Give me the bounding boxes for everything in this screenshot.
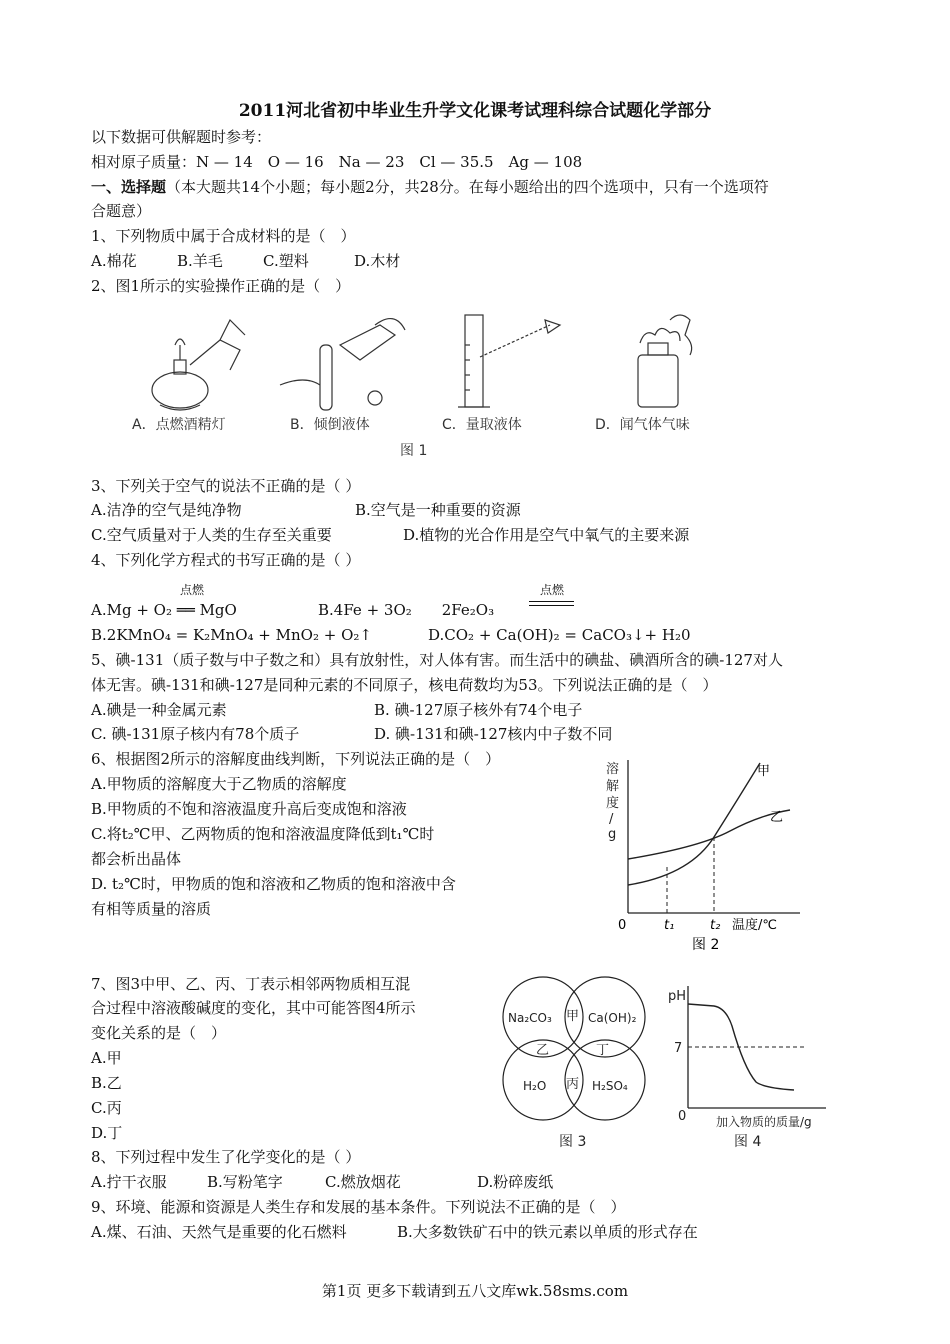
label-caoh2: Ca(OH)₂: [588, 1011, 637, 1025]
q6-option-a: A.甲物质的溶解度大于乙物质的溶解度: [91, 775, 347, 793]
q4-option-c: B.2KMnO₄ = K₂MnO₄ + MnO₂ + O₂↑: [91, 626, 372, 644]
q4-option-d: D.CO₂ + Ca(OH)₂ = CaCO₃↓+ H₂0: [428, 626, 691, 644]
q4-condition-b: 点燃: [540, 583, 565, 597]
q6-option-b: B.甲物质的不饱和溶液温度升高后变成饱和溶液: [91, 800, 407, 818]
label-ding-region: 丁: [596, 1043, 610, 1058]
label-na2co3: Na₂CO₃: [508, 1011, 552, 1025]
figure-1: [120, 305, 740, 465]
label-h2o: H₂O: [523, 1079, 547, 1093]
q3-option-c: C.空气质量对于人类的生存至关重要: [91, 526, 332, 544]
intro-text: 以下数据可供解题时参考：: [91, 128, 272, 146]
q2-stem: 2、图1所示的实验操作正确的是（ ）: [91, 277, 351, 295]
label-bing-region: 丙: [566, 1077, 580, 1092]
q5-option-a: A.碘是一种金属元素: [91, 701, 227, 719]
curve-jia: [628, 763, 760, 885]
q7-option-d: D.丁: [91, 1124, 123, 1142]
figure-4-ph-chart: [664, 978, 834, 1152]
q6-option-d-cont: 有相等质量的溶质: [91, 900, 212, 918]
q8-option-a: A.拧干衣服: [91, 1173, 167, 1191]
label-jia: 甲: [757, 764, 771, 779]
fig1-caption: 图 1: [400, 443, 428, 459]
q5-stem-1: 5、碘-131（质子数与中子数之和）具有放射性，对人体有害。而生活中的碘盐、碘酒所含的碘-127对人: [91, 651, 783, 669]
q6-stem: 6、根据图2所示的溶解度曲线判断，下列说法正确的是（ ）: [91, 750, 501, 768]
q4-stem: 4、下列化学方程式的书写正确的是（ ）: [91, 551, 361, 569]
gas-bottle-illustration: [638, 315, 692, 407]
q8-option-d: D.粉碎废纸: [477, 1173, 554, 1191]
q9-option-b: B.大多数铁矿石中的铁元素以单质的形式存在: [397, 1223, 698, 1241]
q6-option-d: D. t₂℃时，甲物质的饱和溶液和乙物质的饱和溶液中含: [91, 875, 456, 893]
atomic-mass-text: 相对原子质量：N — 14 O — 16 Na — 23 Cl — 35.5 Ag — 108: [91, 153, 583, 171]
figure-2-solubility-chart: [600, 755, 810, 960]
q1-option-c: C.塑料: [263, 252, 309, 270]
q5-option-d: D. 碘-131和碘-127核内中子数不同: [374, 725, 613, 743]
q7-option-b: B.乙: [91, 1074, 122, 1092]
q6-option-c-cont: 都会析出晶体: [91, 850, 182, 868]
q8-option-b: B.写粉笔字: [207, 1173, 283, 1191]
cylinder-illustration: [458, 315, 560, 407]
q4-option-b: B.4Fe + 3O₂ 2Fe₂O₃: [318, 601, 495, 619]
fig4-ylabel: pH: [668, 989, 687, 1004]
q9-option-a: A.煤、石油、天然气是重要的化石燃料: [91, 1223, 347, 1241]
curve-yi: [628, 810, 790, 859]
fig4-xlabel: 加入物质的质量/g: [716, 1115, 812, 1129]
q3-stem: 3、下列关于空气的说法不正确的是（ ）: [91, 477, 361, 495]
fig2-ylabel-1: 溶: [606, 762, 620, 777]
fig2-ylabel-5: g: [608, 827, 617, 842]
q3-option-b: B.空气是一种重要的资源: [355, 501, 521, 519]
pouring-illustration: [280, 319, 405, 410]
fig2-ylabel-3: 度: [606, 796, 620, 811]
section-desc-2: 合题意）: [91, 202, 152, 220]
q4-condition-a: 点燃: [180, 583, 205, 597]
page-title: 2011河北省初中毕业生升学文化课考试理科综合试题化学部分: [238, 101, 712, 121]
fig2-ylabel-4: /: [609, 812, 614, 827]
q6-option-c: C.将t₂℃甲、乙两物质的饱和溶液温度降低到t₁℃时: [91, 825, 435, 843]
fig1-label-b: B．倾倒液体: [290, 417, 370, 433]
fig1-label-a: A．点燃酒精灯: [132, 417, 226, 433]
section-heading-line: [91, 177, 769, 197]
q3-option-d: D.植物的光合作用是空气中氧气的主要来源: [403, 526, 690, 544]
alcohol-lamp-illustration: [152, 320, 245, 410]
q7-stem-1: 7、图3中甲、乙、丙、丁表示相邻两物质相互混: [91, 975, 411, 993]
fig3-caption: 图 3: [559, 1134, 587, 1150]
fig1-label-d: D．闻气体气味: [595, 417, 690, 433]
q1-option-d: D.木材: [354, 252, 401, 270]
fig2-xlabel: 温度/℃: [732, 918, 777, 933]
label-jia-region: 甲: [566, 1009, 580, 1024]
fig2-caption: 图 2: [692, 937, 720, 953]
fig4-caption: 图 4: [734, 1134, 762, 1150]
q5-option-c: C. 碘-131原子核内有78个质子: [91, 725, 300, 743]
label-h2so4: H₂SO₄: [592, 1079, 628, 1093]
q1-stem: 1、下列物质中属于合成材料的是（ ）: [91, 227, 356, 245]
page-footer: 第1页 更多下载请到五八文库wk.58sms.com: [321, 1282, 629, 1300]
q9-stem: 9、环境、能源和资源是人类生存和发展的基本条件。下列说法不正确的是（ ）: [91, 1198, 626, 1216]
q5-stem-2: 体无害。碘-131和碘-127是同种元素的不同原子，核电荷数均为53。下列说法正确的是（ ）: [91, 676, 718, 694]
figure-3-circles: [495, 972, 655, 1152]
fig2-origin: 0: [618, 918, 627, 933]
q1-option-a: A.棉花: [91, 252, 137, 270]
q4-double-line: [529, 601, 574, 606]
fig2-t1: t₁: [664, 918, 675, 933]
q5-option-b: B. 碘-127原子核外有74个电子: [374, 701, 583, 719]
q3-option-a: A.洁净的空气是纯净物: [91, 501, 242, 519]
fig1-label-c: C．量取液体: [442, 417, 522, 433]
q7-stem-2: 合过程中溶液酸碱度的变化，其中可能答图4所示: [91, 999, 416, 1017]
q7-option-c: C.丙: [91, 1099, 122, 1117]
fig2-t2: t₂: [710, 918, 721, 933]
q7-option-a: A.甲: [91, 1049, 122, 1067]
q7-stem-3: 变化关系的是（ ）: [91, 1024, 227, 1042]
q1-option-b: B.羊毛: [177, 252, 223, 270]
fig4-origin: 0: [678, 1109, 687, 1124]
section-desc: （本大题共14个小题；每小题2分，共28分。在每小题给出的四个选项中，只有一个选项符: [166, 178, 769, 196]
fig4-seven: 7: [674, 1041, 683, 1056]
section-heading: 一、选择题: [91, 178, 167, 196]
q4-option-a: A.Mg + O₂ ══ MgO: [91, 601, 237, 619]
q8-option-c: C.燃放烟花: [325, 1173, 401, 1191]
label-yi-region: 乙: [536, 1043, 550, 1058]
q8-stem: 8、下列过程中发生了化学变化的是（ ）: [91, 1148, 361, 1166]
fig2-ylabel-2: 解: [606, 779, 620, 794]
label-yi: 乙: [770, 810, 784, 825]
